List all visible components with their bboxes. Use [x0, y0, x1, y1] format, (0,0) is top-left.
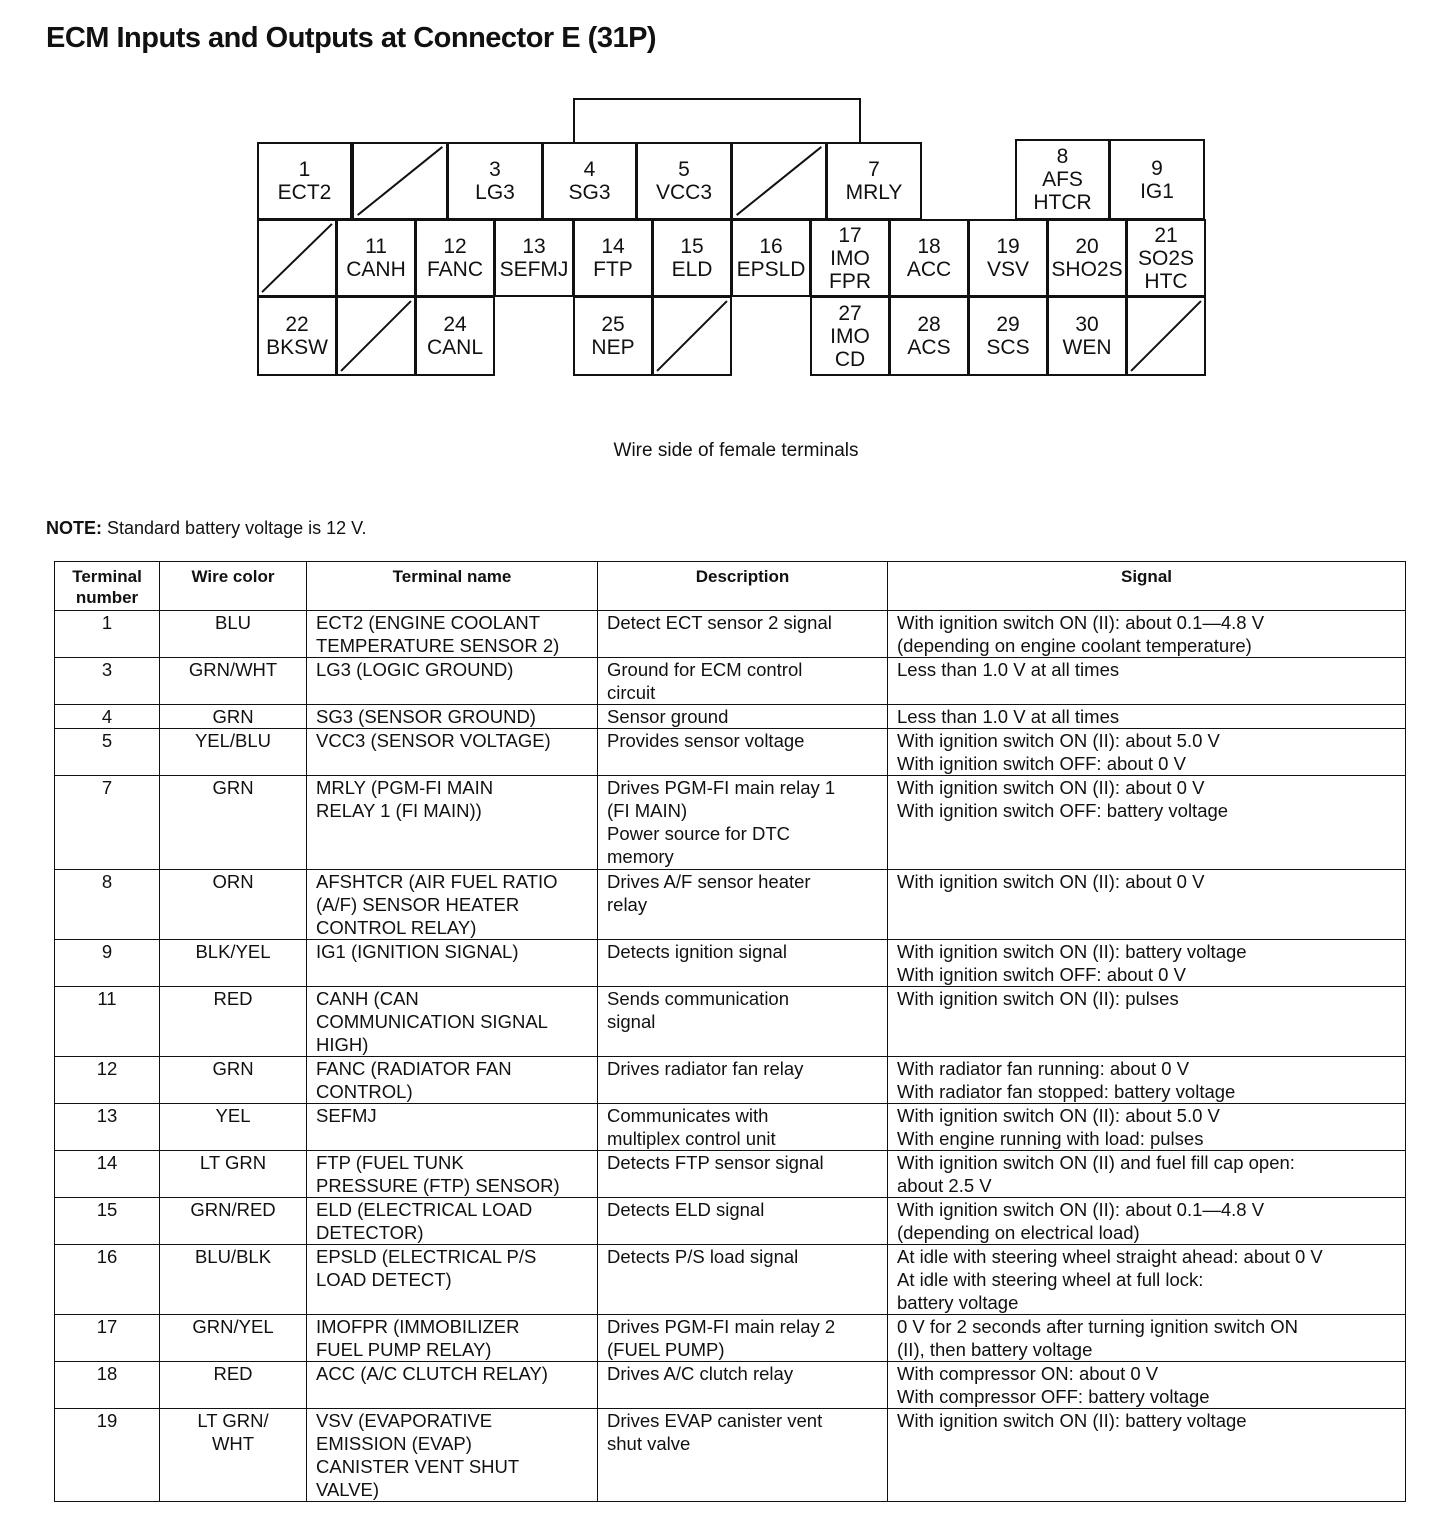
wire-color-cell: LT GRN/ WHT	[160, 1409, 307, 1502]
terminal-9	[1109, 139, 1205, 220]
terminal-name-cell: VSV (EVAPORATIVE EMISSION (EVAP) CANISTER VENT SHUT VALVE)	[307, 1409, 598, 1502]
slash-line	[737, 147, 822, 215]
table-row	[55, 729, 1406, 776]
terminal-blank	[652, 296, 732, 376]
table-row	[55, 658, 1406, 705]
wire-color-cell: BLU	[160, 611, 307, 658]
table-row	[55, 987, 1406, 1057]
description-cell: Detects ignition signal	[598, 940, 888, 987]
table-row	[55, 1198, 1406, 1245]
terminal-label: ECT2	[277, 181, 332, 204]
signal-cell: With ignition switch ON (II): about 0 V With ignition switch OFF: battery voltage	[888, 776, 1406, 870]
table-row	[55, 705, 1406, 729]
terminal-label: NEP	[591, 336, 635, 359]
signal-cell: With ignition switch ON (II): about 0.1—4.8 V (depending on electrical load)	[888, 1198, 1406, 1245]
terminal-number: 8	[1056, 145, 1069, 168]
terminal-number-cell: 9	[55, 940, 160, 987]
terminal-number: 20	[1075, 235, 1099, 258]
terminal-12	[415, 219, 495, 297]
terminal-label: SEFMJ	[499, 258, 569, 281]
terminal-label: CANL	[426, 336, 484, 359]
slash-line	[1131, 301, 1201, 371]
wire-color-cell: BLK/YEL	[160, 940, 307, 987]
slash-line	[262, 224, 332, 292]
terminal-17	[810, 219, 890, 297]
terminal-7	[826, 142, 922, 220]
terminal-number: 29	[996, 313, 1020, 336]
terminal-label: SCS	[986, 336, 1030, 359]
terminal-number: 27	[838, 301, 862, 325]
terminal-name-cell: ELD (ELECTRICAL LOAD DETECTOR)	[307, 1198, 598, 1245]
terminal-label: VSV	[986, 258, 1030, 281]
terminal-22	[257, 296, 337, 376]
terminal-name-cell: ECT2 (ENGINE COOLANT TEMPERATURE SENSOR 2)	[307, 611, 598, 658]
terminal-14	[573, 219, 653, 297]
terminal-name-cell: LG3 (LOGIC GROUND)	[307, 658, 598, 705]
terminal-label: FANC	[426, 258, 483, 281]
terminal-number: 30	[1075, 313, 1099, 336]
terminal-number-cell: 18	[55, 1362, 160, 1409]
terminal-blank	[731, 142, 827, 220]
terminal-4	[542, 142, 637, 220]
blank-slash-icon	[1128, 298, 1204, 374]
terminal-name-cell: MRLY (PGM-FI MAIN RELAY 1 (FI MAIN))	[307, 776, 598, 870]
terminal-number-cell: 14	[55, 1151, 160, 1198]
terminal-number: 14	[601, 235, 625, 258]
terminal-number-cell: 1	[55, 611, 160, 658]
terminal-number-cell: 3	[55, 658, 160, 705]
terminal-number-cell: 4	[55, 705, 160, 729]
page-title: ECM Inputs and Outputs at Connector E (31P)	[46, 22, 657, 54]
terminal-name-cell: FANC (RADIATOR FAN CONTROL)	[307, 1057, 598, 1104]
blank-slash-icon	[338, 298, 414, 374]
signal-cell: 0 V for 2 seconds after turning ignition switch ON (II), then battery voltage	[888, 1315, 1406, 1362]
terminal-number: 3	[489, 158, 501, 181]
terminal-label: VCC3	[655, 181, 713, 204]
terminal-label: ACC	[906, 258, 952, 281]
terminal-20	[1047, 219, 1127, 297]
terminal-number-cell: 19	[55, 1409, 160, 1502]
signal-cell: With radiator fan running: about 0 V With radiator fan stopped: battery voltage	[888, 1057, 1406, 1104]
terminal-label: BKSW	[266, 336, 328, 359]
terminal-18	[889, 219, 969, 297]
table-row	[55, 776, 1406, 870]
terminal-label: IMO FPR	[829, 246, 871, 293]
terminal-number: 22	[285, 313, 309, 336]
terminal-13	[494, 219, 574, 297]
connector-diagram	[0, 0, 1456, 400]
header-description: Description	[598, 562, 888, 611]
terminal-number-cell: 17	[55, 1315, 160, 1362]
table-row	[55, 940, 1406, 987]
slash-line	[341, 301, 411, 371]
terminal-number: 9	[1151, 156, 1163, 180]
terminal-28	[889, 296, 969, 376]
terminal-number: 19	[996, 235, 1020, 258]
terminal-number: 15	[680, 235, 704, 258]
terminal-name-cell: ACC (A/C CLUTCH RELAY)	[307, 1362, 598, 1409]
terminal-label: LG3	[475, 181, 515, 204]
terminal-label: FTP	[593, 258, 633, 281]
terminal-number: 1	[298, 158, 311, 181]
terminal-21	[1126, 219, 1206, 297]
note-text: Standard battery voltage is 12 V.	[102, 518, 367, 538]
wire-color-cell: YEL/BLU	[160, 729, 307, 776]
terminal-number: 11	[365, 235, 387, 258]
terminal-blank	[352, 142, 448, 220]
wire-color-cell: GRN/RED	[160, 1198, 307, 1245]
terminal-number: 4	[583, 158, 596, 181]
wire-color-cell: LT GRN	[160, 1151, 307, 1198]
description-cell: Detects ELD signal	[598, 1198, 888, 1245]
blank-slash-icon	[733, 144, 825, 218]
table-row	[55, 1245, 1406, 1315]
signal-cell: With ignition switch ON (II) and fuel fill cap open: about 2.5 V	[888, 1151, 1406, 1198]
terminal-label: ACS	[907, 336, 951, 359]
terminal-name-cell: VCC3 (SENSOR VOLTAGE)	[307, 729, 598, 776]
terminal-name-cell: CANH (CAN COMMUNICATION SIGNAL HIGH)	[307, 987, 598, 1057]
table-row	[55, 1315, 1406, 1362]
terminal-number-cell: 15	[55, 1198, 160, 1245]
terminal-label: ELD	[671, 258, 713, 281]
wire-color-cell: RED	[160, 1362, 307, 1409]
description-cell: Detect ECT sensor 2 signal	[598, 611, 888, 658]
description-cell: Drives A/F sensor heater relay	[598, 870, 888, 940]
terminal-27	[810, 296, 890, 376]
terminal-label: SO2S HTC	[1137, 246, 1195, 293]
terminal-number: 28	[917, 313, 941, 336]
wire-color-cell: GRN	[160, 705, 307, 729]
description-cell: Provides sensor voltage	[598, 729, 888, 776]
header-terminal-number: Terminal number	[55, 562, 160, 611]
wire-color-cell: GRN	[160, 776, 307, 870]
blank-slash-icon	[354, 144, 446, 218]
terminal-name-cell: AFSHTCR (AIR FUEL RATIO (A/F) SENSOR HEATER CONTROL RELAY)	[307, 870, 598, 940]
table-row	[55, 611, 1406, 658]
terminal-blank	[257, 219, 337, 297]
terminal-30	[1047, 296, 1127, 376]
wire-color-cell: GRN	[160, 1057, 307, 1104]
table-row	[55, 1409, 1406, 1502]
terminal-1	[257, 142, 352, 220]
wire-color-cell: GRN/YEL	[160, 1315, 307, 1362]
signal-cell: With ignition switch ON (II): battery voltage	[888, 1409, 1406, 1502]
terminal-5	[636, 142, 732, 220]
description-cell: Drives A/C clutch relay	[598, 1362, 888, 1409]
slash-line	[358, 147, 443, 215]
table-row	[55, 1057, 1406, 1104]
description-cell: Sends communication signal	[598, 987, 888, 1057]
terminal-25	[573, 296, 653, 376]
wire-color-cell: YEL	[160, 1104, 307, 1151]
signal-cell: With ignition switch ON (II): pulses	[888, 987, 1406, 1057]
terminal-number-cell: 8	[55, 870, 160, 940]
terminal-label: EPSLD	[736, 258, 806, 281]
signal-cell: With compressor ON: about 0 V With compressor OFF: battery voltage	[888, 1362, 1406, 1409]
terminal-29	[968, 296, 1048, 376]
description-cell: Drives PGM-FI main relay 1 (FI MAIN) Power source for DTC memory	[598, 776, 888, 870]
terminal-number: 12	[443, 235, 467, 258]
terminal-name-cell: IG1 (IGNITION SIGNAL)	[307, 940, 598, 987]
table-row	[55, 1362, 1406, 1409]
wire-color-cell: RED	[160, 987, 307, 1057]
terminal-number-cell: 11	[55, 987, 160, 1057]
pin-table	[54, 561, 1406, 1502]
terminal-blank	[1126, 296, 1206, 376]
terminal-name-cell: SG3 (SENSOR GROUND)	[307, 705, 598, 729]
connector-latch	[573, 98, 861, 143]
description-cell: Detects FTP sensor signal	[598, 1151, 888, 1198]
signal-cell: At idle with steering wheel straight ahead: about 0 V At idle with steering wheel at full lock: battery voltage	[888, 1245, 1406, 1315]
table-row	[55, 870, 1406, 940]
terminal-number: 17	[838, 223, 862, 247]
description-cell: Sensor ground	[598, 705, 888, 729]
terminal-number: 13	[522, 235, 546, 258]
terminal-label: SG3	[568, 181, 611, 204]
terminal-label: AFS HTCR	[1033, 168, 1092, 214]
terminal-name-cell: EPSLD (ELECTRICAL P/S LOAD DETECT)	[307, 1245, 598, 1315]
description-cell: Communicates with multiplex control unit	[598, 1104, 888, 1151]
terminal-number: 21	[1154, 223, 1178, 247]
terminal-number: 25	[601, 313, 625, 336]
signal-cell: With ignition switch ON (II): about 0 V	[888, 870, 1406, 940]
terminal-name-cell: SEFMJ	[307, 1104, 598, 1151]
terminal-number: 16	[759, 235, 783, 258]
terminal-number-cell: 16	[55, 1245, 160, 1315]
terminal-24	[415, 296, 495, 376]
terminal-15	[652, 219, 732, 297]
signal-cell: With ignition switch ON (II): battery voltage With ignition switch OFF: about 0 V	[888, 940, 1406, 987]
note	[46, 518, 367, 539]
signal-cell: With ignition switch ON (II): about 5.0 V With ignition switch OFF: about 0 V	[888, 729, 1406, 776]
description-cell: Detects P/S load signal	[598, 1245, 888, 1315]
terminal-label: IMO CD	[830, 324, 870, 371]
terminal-number: 5	[678, 158, 690, 181]
terminal-19	[968, 219, 1048, 297]
diagram-caption: Wire side of female terminals	[613, 440, 859, 461]
description-cell: Drives EVAP canister vent shut valve	[598, 1409, 888, 1502]
terminal-blank	[336, 296, 416, 376]
blank-slash-icon	[654, 298, 730, 374]
terminal-number-cell: 12	[55, 1057, 160, 1104]
description-cell: Drives PGM-FI main relay 2 (FUEL PUMP)	[598, 1315, 888, 1362]
signal-cell: With ignition switch ON (II): about 5.0 V With engine running with load: pulses	[888, 1104, 1406, 1151]
terminal-number: 24	[443, 313, 467, 336]
terminal-label: MRLY	[845, 181, 903, 204]
table-row	[55, 1104, 1406, 1151]
description-cell: Drives radiator fan relay	[598, 1057, 888, 1104]
table-header-row	[55, 562, 1406, 611]
terminal-label: SHO2S	[1051, 258, 1123, 281]
slash-line	[657, 301, 727, 371]
signal-cell: With ignition switch ON (II): about 0.1—4.8 V (depending on engine coolant temperature)	[888, 611, 1406, 658]
terminal-number: 18	[917, 235, 941, 258]
signal-cell: Less than 1.0 V at all times	[888, 705, 1406, 729]
wire-color-cell: BLU/BLK	[160, 1245, 307, 1315]
terminal-label: IG1	[1140, 179, 1174, 203]
table-row	[55, 1151, 1406, 1198]
terminal-16	[731, 219, 811, 297]
header-terminal-name: Terminal name	[307, 562, 598, 611]
note-label: NOTE:	[46, 518, 102, 538]
terminal-label: CANH	[346, 258, 406, 281]
terminal-11	[336, 219, 416, 297]
wire-color-cell: GRN/WHT	[160, 658, 307, 705]
terminal-number: 7	[868, 158, 880, 181]
header-signal: Signal	[888, 562, 1406, 611]
signal-cell: Less than 1.0 V at all times	[888, 658, 1406, 705]
blank-slash-icon	[259, 221, 335, 295]
wire-color-cell: ORN	[160, 870, 307, 940]
description-cell: Ground for ECM control circuit	[598, 658, 888, 705]
terminal-3	[447, 142, 543, 220]
terminal-number-cell: 7	[55, 776, 160, 870]
terminal-8	[1015, 139, 1110, 220]
terminal-name-cell: FTP (FUEL TUNK PRESSURE (FTP) SENSOR)	[307, 1151, 598, 1198]
terminal-number-cell: 5	[55, 729, 160, 776]
terminal-name-cell: IMOFPR (IMMOBILIZER FUEL PUMP RELAY)	[307, 1315, 598, 1362]
terminal-label: WEN	[1062, 336, 1112, 359]
header-wire-color: Wire color	[160, 562, 307, 611]
terminal-number-cell: 13	[55, 1104, 160, 1151]
